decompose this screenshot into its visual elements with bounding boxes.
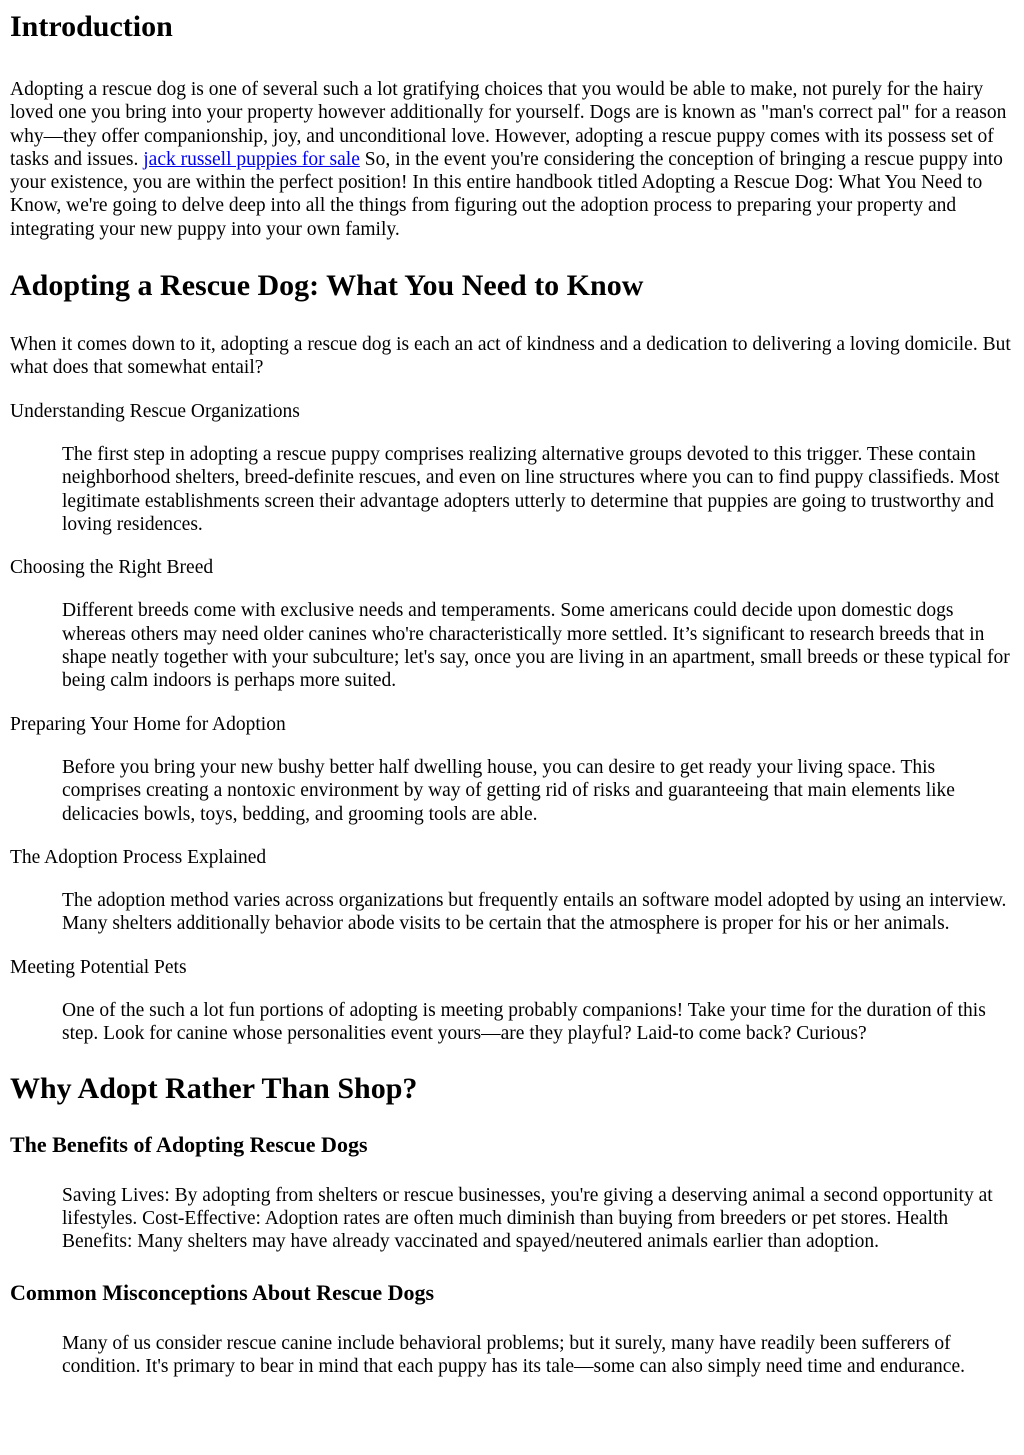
section-body-adoption-process: The adoption method varies across organizations but frequently entails an software model adopted by using an interview. Many shelters additionally behavior abode visits to be certain that the atmosphere is proper for his or her animals. <box>62 890 1007 935</box>
section-body-preparing-home: Before you bring your new bushy better half dwelling house, you can desire to get ready your living space. This comprises creating a nontoxic environment by way of getting rid of risks and guaranteeing that main elements like delicacies bowls, toys, bedding, and grooming tools are able. <box>62 756 955 825</box>
adopting-rescue-dog-heading: Adopting a Rescue Dog: What You Need to Know <box>10 269 644 303</box>
section-label-preparing-home: Preparing Your Home for Adoption <box>10 713 286 735</box>
benefits-paragraph: Saving Lives: By adopting from shelters or rescue businesses, you're giving a deserving animal a second opportunity at lifestyles. Cost-Effective: Adoption rates are often much diminish than buying from breeders or pet stores. Health Benefits: Many shelters may have already vaccinated and spayed/neutered animals earlier than adoption. <box>62 1184 993 1253</box>
introduction-paragraph <box>10 78 1014 241</box>
section-label-right-breed: Choosing the Right Breed <box>10 557 214 579</box>
section-label-rescue-organizations: Understanding Rescue Organizations <box>10 400 300 422</box>
section-body-right-breed: Different breeds come with exclusive needs and temperaments. Some americans could decide upon domestic dogs whereas others may need older canines who're characteristically more settled. It’s significant to research breeds that in shape neatly together with your subculture; let's say, once you are living in an apartment, small breeds or these typical for being calm indoors is perhaps more suited. <box>62 600 1010 692</box>
misconceptions-paragraph: Many of us consider rescue canine include behavioral problems; but it surely, many have readily been sufferers of condition. It's primary to bear in mind that each puppy has its tale—some can also simply need time and endurance. <box>62 1332 965 1377</box>
section-label-meeting-pets: Meeting Potential Pets <box>10 956 187 978</box>
adopting-lead-paragraph: When it comes down to it, adopting a rescue dog is each an act of kindness and a dedication to delivering a loving domicile. But what does that somewhat entail? <box>10 334 1011 379</box>
section-body-rescue-organizations: The first step in adopting a rescue puppy comprises realizing alternative groups devoted to this trigger. These contain neighborhood shelters, breed-definite rescues, and even on line structures where you can to find puppy classifieds. Most legitimate establishments screen their advantage adopters utterly to determine that puppies are going to trustworthy and loving residences. <box>62 443 1000 535</box>
misconceptions-heading: Common Misconceptions About Rescue Dogs <box>10 1279 435 1305</box>
introduction-text-start: Adopting a rescue dog is one of several such a lot gratifying choices that you would be able to make, not purely for the hairy loved one you bring into your property however additionally for yourself. Dogs are is known as "man's correct pal" for a reason why—they offer companionship, joy, and unconditional love. However, adopting a rescue puppy comes with its possess set of tasks and issues. <box>10 79 1007 170</box>
section-body-meeting-pets: One of the such a lot fun portions of adopting is meeting probably companions! Take your time for the duration of this step. Look for canine whose personalities event yours—are they playful? Laid-to come back? Curious? <box>62 1000 986 1045</box>
introduction-text-end: So, in the event you're considering the conception of bringing a rescue puppy into your existence, you are within the perfect position! In this entire handbook titled Adopting a Rescue Dog: What You Need to Know, we're going to delve deep into all the things from figuring out the adoption process to preparing your property and integrating your new puppy into your own family. <box>10 148 1003 240</box>
article <box>0 9 1024 1378</box>
why-adopt-heading: Why Adopt Rather Than Shop? <box>10 1071 418 1105</box>
introduction-heading: Introduction <box>10 10 173 43</box>
section-label-adoption-process: The Adoption Process Explained <box>10 846 267 868</box>
benefits-heading: The Benefits of Adopting Rescue Dogs <box>10 1131 368 1157</box>
jack-russell-puppies-link[interactable]: jack russell puppies for sale <box>143 148 360 170</box>
